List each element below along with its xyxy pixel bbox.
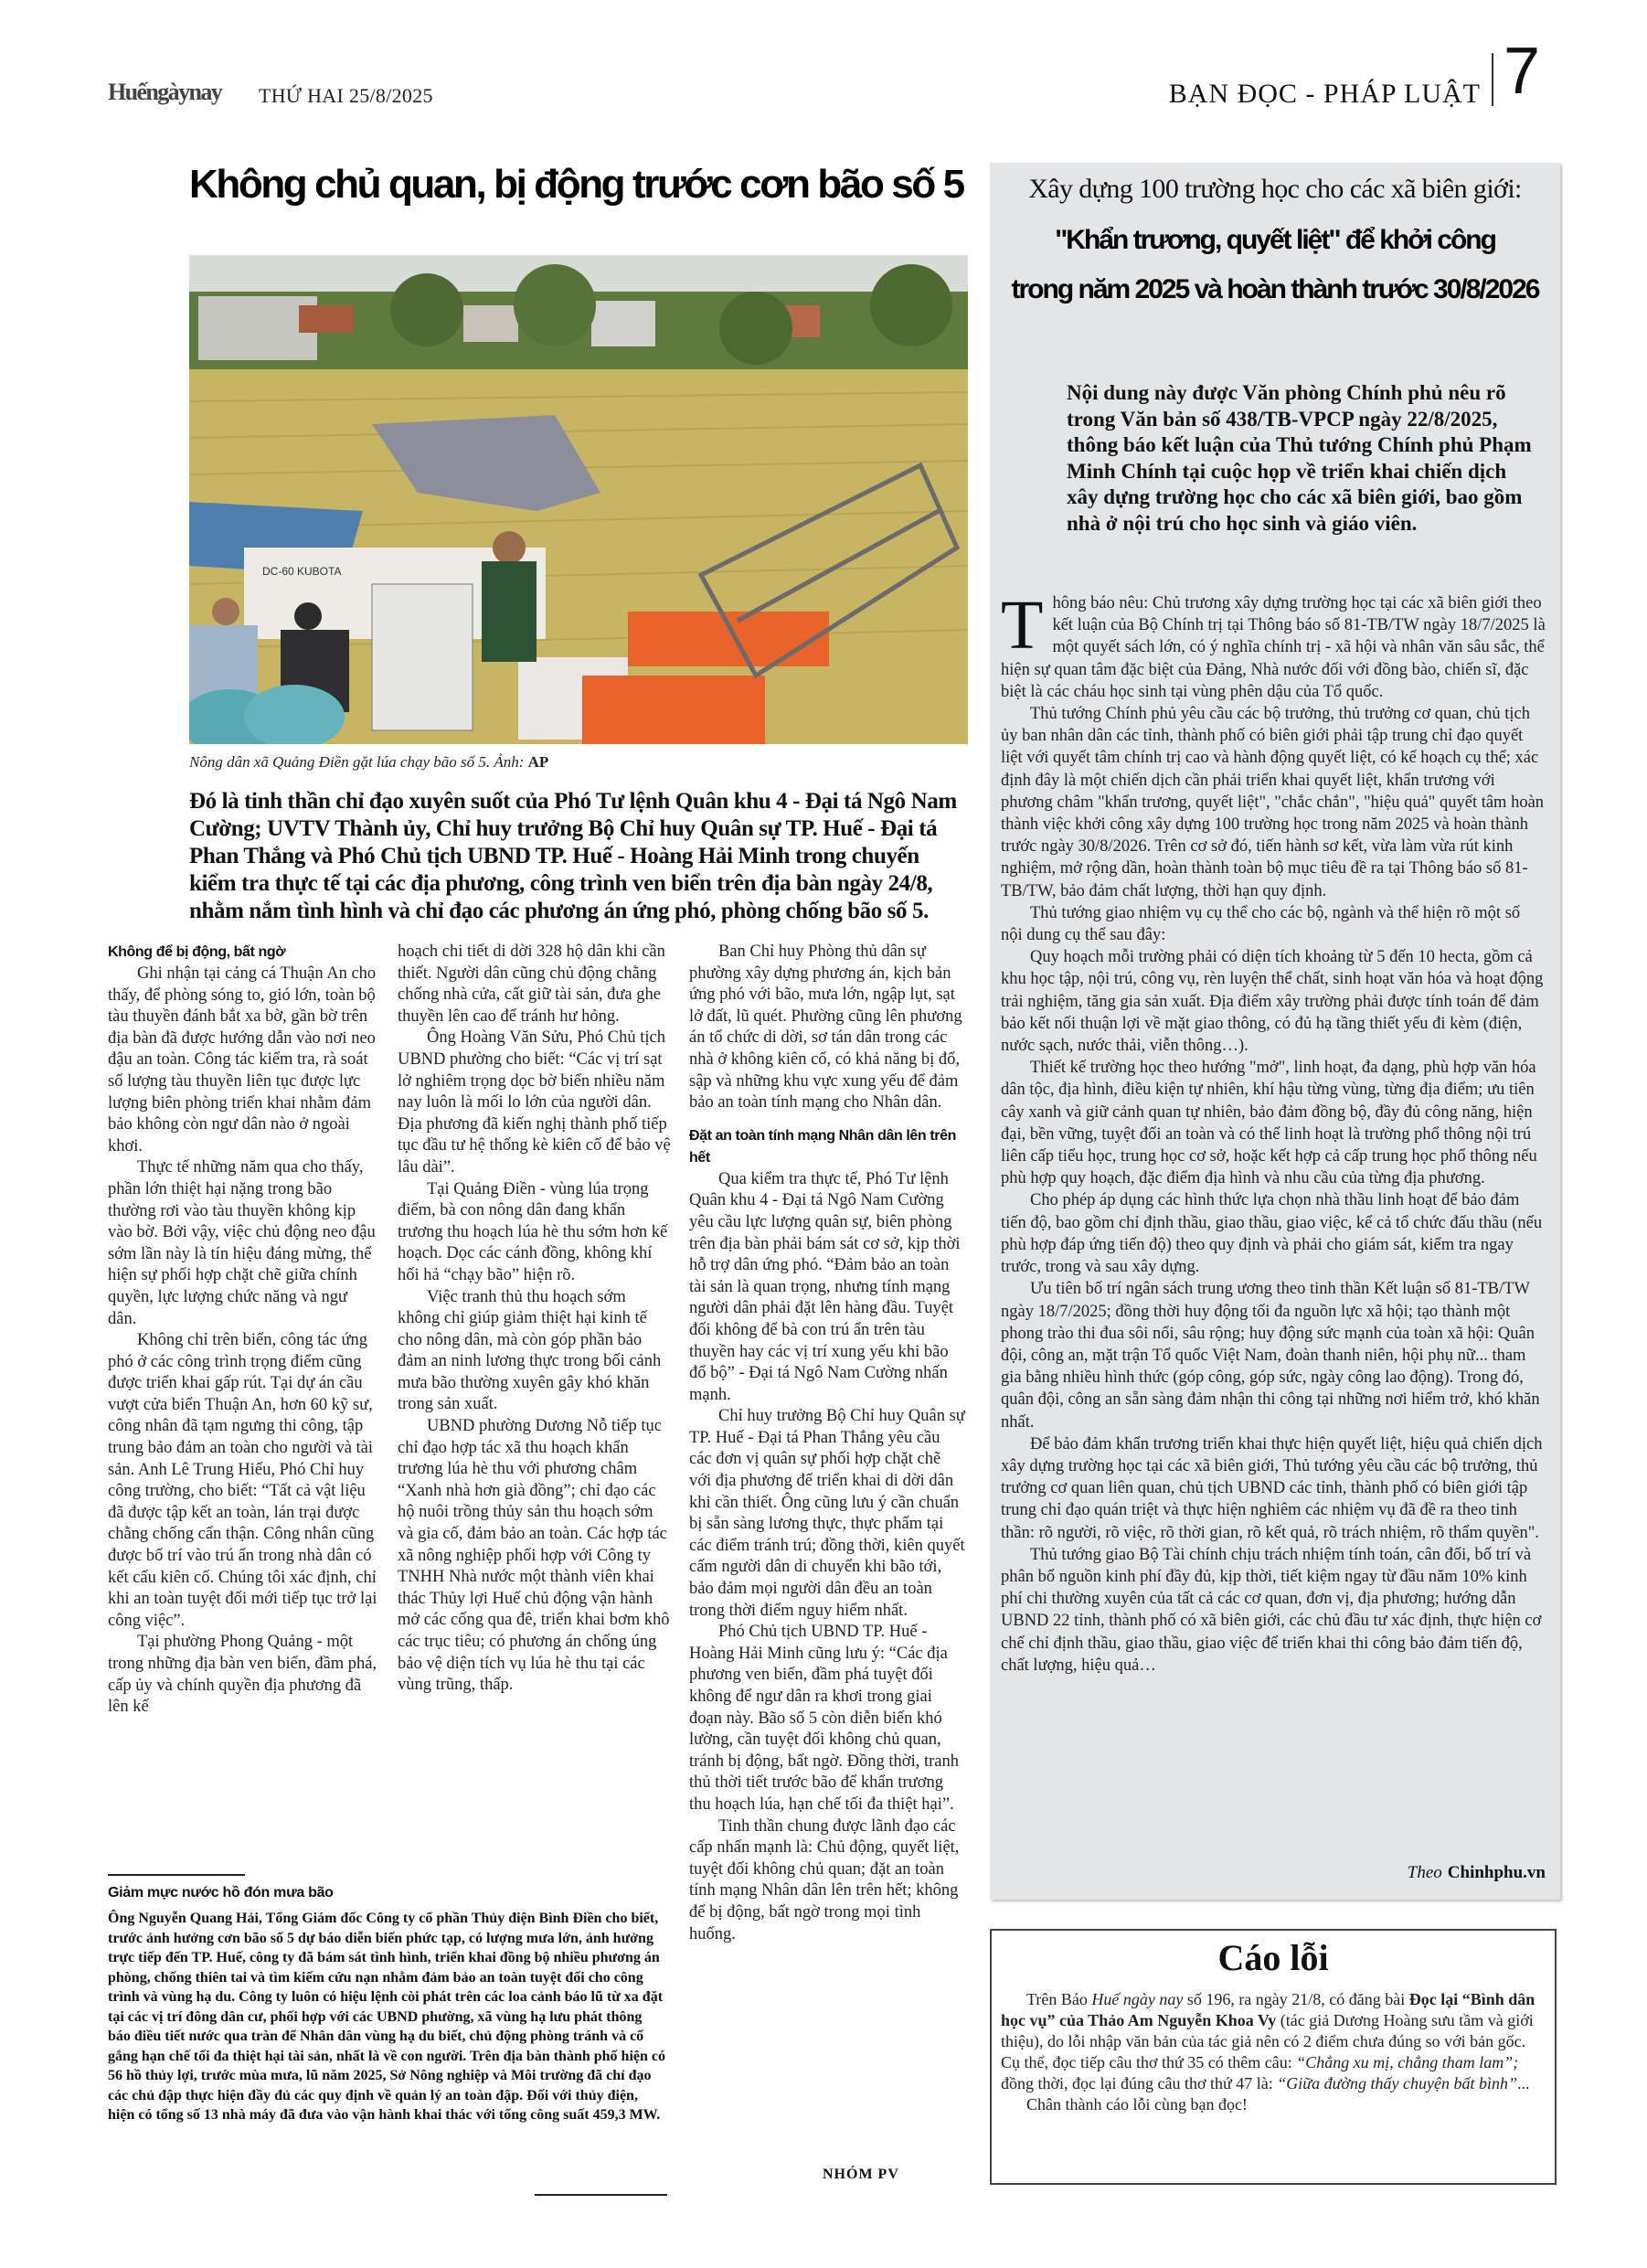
harvester-label: DC-60 KUBOTA — [262, 565, 342, 578]
sidebox-bottom-rule — [535, 2194, 667, 2196]
paragraph: Tinh thần chung được lãnh đạo các cấp nhấn mạnh là: Chủ động, quyết liệt, tuyệt đối không chủ quan; đặt an toàn tính mạng Nhân dân lên trên hết; không để bị động, bất ngờ trong mọi tình huống. — [689, 1816, 960, 1943]
paragraph: Tại Quảng Điền - vùng lúa trọng điểm, bà con nông dân đang khẩn trương thu hoạch lúa hè thu sớm hơn kế hoạch. Dọc các cánh đồng, không khí hối hả “chạy bão” hiện rõ. — [398, 1179, 668, 1284]
paragraph: Cho phép áp dụng các hình thức lựa chọn nhà thầu linh hoạt để bảo đảm tiến độ, bao gồm chỉ định thầu, giao thầu, giao việc, kể cả tổ chức đấu thầu (nếu phù hợp đáp ứng tiến độ) theo quy định và phải cho giám sát, kiểm tra ngay trước, trong và sau xây dựng. — [1001, 1191, 1543, 1277]
correction-body — [1001, 1989, 1546, 2115]
photo-credit: AP — [527, 753, 549, 771]
sidebox-title: Giảm mực nước hồ đón mưa bão — [108, 1885, 334, 1901]
section-title: BẠN ĐỌC - PHÁP LUẬT — [1168, 79, 1481, 109]
paragraph: Thủ tướng giao Bộ Tài chính chịu trách nhiệm tính toán, cân đối, bố trí và phân bổ nguồn kinh phí đầy đủ, kịp thời, tiết kiệm ngay từ đầu năm 10% kinh phí chi thường xuyên của tất cả các cơ quan, đơn vị, địa phương; hướng dẫn UBND 22 tỉnh, thành phố có xã biên giới, các chủ đầu tư xác định, thực hiện cơ chế chỉ định thầu, giao thầu, giao việc để triển khai thi công bảo đảm tiến độ, chất lượng, hiệu quả… — [1001, 1545, 1542, 1675]
page-number: 7 — [1504, 35, 1541, 108]
paragraph: Thủ tướng giao nhiệm vụ cụ thể cho các bộ, ngành và thể hiện rõ một số nội dung cụ thể sau đây: — [1001, 903, 1521, 945]
first-paragraph: Thông báo nêu: Chủ trương xây dựng trường học tại các xã biên giới theo kết luận của Bộ Chính trị tại Thông báo số 81-TB/TW ngày 18/7/2025 là một quyết sách lớn, có ý nghĩa chính trị - xã hội và nhân văn sâu sắc, thể hiện sự quan tâm đặc biệt của Đảng, Nhà nước đối với đồng bào, chiến sĩ, đặc biệt là các cháu học sinh tại vùng phên dậu của Tổ quốc. — [1001, 587, 1546, 701]
subheading: Đặt an toàn tính mạng Nhân dân lên trên hết — [689, 1127, 956, 1166]
paragraph: Chân thành cáo lỗi cùng bạn đọc! — [1026, 2095, 1248, 2114]
issue-date: THỨ HAI 25/8/2025 — [259, 84, 433, 107]
article2-source: Theo Chinhphu.vn — [1407, 1863, 1546, 1882]
article1-photo — [189, 255, 968, 744]
subheading: Không để bị động, bất ngờ — [108, 944, 286, 960]
paragraph: Trên Báo Huế ngày nay số 196, ra ngày 21/8, có đăng bài Đọc lại “Bình dân học vụ” của Thảo Am Nguyễn Khoa Vy (tác giả Dương Hoàng sưu tầm và giới thiệu), do lỗi nhập văn bản của tác giả nên có 2 điểm chưa đúng so với bản gốc. Cụ thể, đọc tiếp câu thơ thứ 35 có thêm câu: “Chẳng xu mị, chẳng tham lam”; đồng thời, đọc lại đúng câu thơ thứ 47 là: “Giữa đường thấy chuyện bất bình”... — [1001, 1990, 1535, 2092]
paragraph: hoạch chi tiết di dời 328 hộ dân khi cần thiết. Người dân cũng chủ động chằng chống nhà cửa, cất giữ tài sản, đưa ghe thuyền lên cao để tránh hư hỏng. — [398, 942, 665, 1026]
sidebox-top-rule — [108, 1874, 245, 1876]
paragraph: Không chỉ trên biển, công tác ứng phó ở các công trình trọng điểm cũng được triển khai gấp rút. Tại dự án cầu vượt cửa biển Thuận An, hơn 60 kỹ sư, công nhân đã tạm ngưng thi công, tập trung bảo đảm an toàn cho người và tài sản. Anh Lê Trung Hiếu, Phó Chỉ huy công trường, cho biết: “Tất cả vật liệu đã được tập kết an toàn, lán trại được chằng chống cẩn thận. Công nhân cũng được bố trí vào trú ẩn trong nhà dân có kết cấu kiên cố. Chúng tôi xác định, chỉ khi an toàn tuyệt đối mới tiếp tục trở lại công việc”. — [108, 1331, 377, 1630]
paragraph: Chỉ huy trưởng Bộ Chỉ huy Quân sự TP. Huế - Đại tá Phan Thắng yêu cầu các đơn vị quân sự phối hợp chặt chẽ với địa phương để triển khai di dời dân khi cần thiết. Ông cũng lưu ý cần chuẩn bị sẵn sàng lương thực, thực phẩm tại các điểm tránh trú; đồng thời, kiên quyết cấm người dân di chuyển khi bão tới, bảo đảm mọi người dân đều an toàn trong thời điểm nguy hiểm nhất. — [689, 1407, 965, 1620]
paragraph: Thực tế những năm qua cho thấy, phần lớn thiệt hại nặng trong bão thường rơi vào tàu thuyền không kịp vào bờ. Bởi vậy, việc chủ động neo đậu sớm lần này là tín hiệu đáng mừng, thể hiện sự phối hợp chặt chẽ giữa chính quyền, lực lượng chức năng và ngư dân. — [108, 1158, 376, 1328]
article2-kicker: Xây dựng 100 trường học cho các xã biên giới: — [1028, 174, 1522, 204]
paragraph: Ưu tiên bố trí ngân sách trung ương theo tinh thần Kết luận số 81-TB/TW ngày 18/7/2025; đồng thời huy động tối đa nguồn lực xã hội; tạo thành một phong trào thi đua sôi nổi, sâu rộng; huy động sức mạnh của toàn xã hội: Quân đội, công an, mặt trận Tổ quốc Việt Nam, đoàn thanh niên, hội phụ nữ... tham gia bằng nhiều hình thức (góp công, góp sức, ngày công lao động). Trong đó, quân đội, công an sẵn sàng đảm nhận thi công tại những nơi hiểm trở, khó khăn nhất. — [1001, 1280, 1540, 1432]
newspaper-logo: Huếngàynay — [108, 79, 222, 105]
paragraph: Thiết kế trường học theo hướng "mở", linh hoạt, đa dạng, phù hợp văn hóa dân tộc, địa hình, điều kiện tự nhiên, khí hậu từng vùng, từng địa điểm; ưu tiên cây xanh và giữ cảnh quan tự nhiên, bảo đảm đồng bộ, đầy đủ công năng, hiện đại, bền vững, tuyệt đối an toàn và có thể linh hoạt là trường phổ thông nội trú liên cấp tiểu học, trung học cơ sở, hoặc kết hợp cả cấp trung học phổ thông nếu phù hợp quy hoạch, đặc điểm địa hình và nhu cầu của từng địa phương. — [1001, 1059, 1537, 1188]
article1-column-1 — [108, 942, 378, 1719]
sidebox-body: Ông Nguyễn Quang Hải, Tổng Giám đốc Công ty cổ phần Thủy điện Bình Điền cho biết, trước ảnh hưởng cơn bão số 5 dự báo diễn biến phức tạp, có lượng mưa lớn, ảnh hưởng trực tiếp đến TP. Huế, công ty đã bám sát tình hình, triển khai đồng bộ nhiều phương án phòng, chống thiên tai và tìm kiếm cứu nạn nhằm đảm bảo an toàn tuyệt đối cho công trình và vùng hạ du. Công ty luôn có hiệu lệnh còi phát trên các loa cảnh báo lũ từ xa đặt tại các vị trí đông dân cư, phối hợp với các UBND phường, xã vùng hạ lưu phát thông báo điều tiết nước qua tràn để Nhân dân vùng hạ du biết, chủ động phòng tránh và cố gắng hạn chế tối đa thiệt hại tài sản, nhất là về con người. Trên địa bàn thành phố hiện có 56 hồ thủy lợi, trước mùa mưa, lũ năm 2025, Sở Nông nghiệp và Môi trường đã chỉ đạo các chủ đập thực hiện đầy đủ các quy định về quản lý an toàn đập. Đối với thủy điện, hiện có tổng số 13 nhà máy đã đưa vào vận hành khai thác với tổng công suất 459,3 MW. — [108, 1911, 665, 2123]
headline-line: trong năm 2025 và hoàn thành trước 30/8/2026 — [1011, 274, 1539, 304]
article1-lead: Đó là tinh thần chỉ đạo xuyên suốt của Phó Tư lệnh Quân khu 4 - Đại tá Ngô Nam Cường; UVTV Thành ủy, Chỉ huy trưởng Bộ Chỉ huy Quân sự TP. Huế - Đại tá Phan Thắng và Phó Chủ tịch UBND TP. Huế - Hoàng Hải Minh trong chuyến kiểm tra thực tế tại các địa phương, công trình ven biển trên địa bàn ngày 24/8, nhằm nắm tình hình và chỉ đạo các phương án ứng phó, phòng chống bão số 5. — [189, 789, 957, 923]
paragraph: Qua kiểm tra thực tế, Phó Tư lệnh Quân khu 4 - Đại tá Ngô Nam Cường yêu cầu lực lượng quân sự, biên phòng trên địa bàn phải bám sát cơ sở, kịp thời hỗ trợ dân ứng phó. “Đảm bảo an toàn tài sản là quan trọng, nhưng tính mạng người dân phải đặt lên hàng đầu. Tuyệt đối không để bà con trú ẩn trên tàu thuyền hay các vị trí xung yếu khi bão đổ bộ” - Đại tá Ngô Nam Cường nhấn mạnh. — [689, 1169, 961, 1404]
article2-body — [1001, 587, 1546, 1677]
article1-headline: Không chủ quan, bị động trước cơn bão số 5 — [189, 162, 963, 207]
headline-line: "Khẩn trương, quyết liệt" để khởi công — [1055, 225, 1495, 255]
paragraph: Việc tranh thủ thu hoạch sớm không chỉ giúp giảm thiệt hại kinh tế cho nông dân, mà còn góp phần bảo đảm an ninh lương thực trong bối cảnh mưa bão thường xuyên gây khó khăn trong sản xuất. — [398, 1287, 662, 1414]
paragraph: Ban Chỉ huy Phòng thủ dân sự phường xây dựng phương án, kịch bản ứng phó với bão, mưa lớn, ngập lụt, sạt lở đất, lũ quét. Phường cũng lên phương án tổ chức di dời, sơ tán dân trong các nhà ở không kiên cố, có khả năng bị đổ, sập và những khu vực xung yếu để đảm bảo an toàn tính mạng cho Nhân dân. — [689, 942, 962, 1113]
article1-column-2 — [398, 942, 672, 1697]
paragraph: Phó Chủ tịch UBND TP. Huế - Hoàng Hải Minh cũng lưu ý: “Các địa phương ven biển, đầm phá tuyệt đối không để ngư dân ra khơi trong giai đoạn này. Bão số 5 còn diễn biến khó lường, cần tuyệt đối không chủ quan, tránh bị động, bất ngờ. Đồng thời, tranh thủ thời tiết trước bão để khẩn trương thu hoạch lúa, hạn chế tối đa thiệt hại”. — [689, 1623, 959, 1814]
header-divider — [1492, 53, 1493, 106]
correction-title: Cáo lỗi — [1217, 1937, 1329, 1978]
article2-lead: Nội dung này được Văn phòng Chính phủ nêu rõ trong Văn bản số 438/TB-VPCP ngày 22/8/2025, thông báo kết luận của Thủ tướng Chính phủ Phạm Minh Chính tại cuộc họp về triển khai chiến dịch xây dựng trường học cho các xã biên giới, bao gồm nhà ở nội trú cho học sinh và giáo viên. — [1067, 381, 1532, 535]
paragraph: Thủ tướng Chính phủ yêu cầu các bộ trưởng, thủ trưởng cơ quan, chủ tịch ủy ban nhân dân các tỉnh, thành phố có biên giới phải tập trung chỉ đạo quyết liệt với quyết tâm chính trị cao và hành động quyết liệt, có kế hoạch cụ thể; xác định đây là một chiến dịch cần phải triển khai quyết liệt, khẩn trương với phương châm "khẩn trương, quyết liệt", "chắc chắn", "hiệu quả" quyết tâm hoàn thành việc khởi công xây dựng 100 trường học trong năm 2025 và hoàn thành trước ngày 30/8/2026. Trên cơ sở đó, tiến hành sơ kết, vừa làm vừa rút kinh nghiệm, mở rộng dần, hoàn thành toàn bộ mục tiêu đề ra tại Thông báo số 81-TB/TW, bảo đảm chất lượng, thời hạn quy định. — [1001, 705, 1545, 900]
paragraph: Để bảo đảm khẩn trương triển khai thực hiện quyết liệt, hiệu quả chiến dịch xây dựng trường học tại các xã biên giới, Thủ tướng yêu cầu các bộ trưởng, thủ trưởng cơ quan liên quan, chủ tịch UBND các tỉnh, thành phố có biên giới tập trung chỉ đạo quán triệt và thực hiện nghiêm các nhiệm vụ đã đề ra theo tinh thần: rõ người, rõ việc, rõ thời gian, rõ kết quả, rõ trách nhiệm, rõ thẩm quyền". — [1001, 1434, 1543, 1542]
drop-cap: T — [1001, 587, 1044, 664]
photo-caption: Nông dân xã Quảng Điền gặt lúa chạy bão số 5. Ảnh: AP — [189, 753, 549, 771]
paragraph: Ghi nhận tại cảng cá Thuận An cho thấy, để phòng sóng to, gió lớn, toàn bộ tàu thuyền đánh bắt xa bờ, gần bờ trên địa bàn đã được hướng dẫn vào nơi neo đậu an toàn. Công tác kiểm tra, rà soát số lượng tàu thuyền liên tục được lực lượng biên phòng triển khai nhằm đảm bảo không còn ngư dân nào ở ngoài khơi. — [108, 964, 377, 1155]
article2-headline — [1005, 216, 1545, 314]
article1-column-3 — [689, 942, 965, 1945]
harvester-photo-illustration — [189, 255, 968, 744]
paragraph: Quy hoạch mỗi trường phải có diện tích khoảng từ 5 đến 10 hecta, gồm cả khu học tập, nội trú, công vụ, rèn luyện thể chất, sinh hoạt văn hóa và hoạt động trải nghiệm, tăng gia sản xuất. Địa điểm xây trường phải được tính toán để đảm bảo kết nối thuận lợi về mặt giao thông, có đủ hạ tầng thiết yếu đi kèm (điện, nước sạch, nước thải, viễn thông…). — [1001, 948, 1544, 1056]
article1-byline: NHÓM PV — [823, 2167, 899, 2182]
paragraph: UBND phường Dương Nỗ tiếp tục chỉ đạo hợp tác xã thu hoạch khẩn trương lúa hè thu với phương châm “Xanh nhà hơn già đồng”; chỉ đạo các hộ nuôi trồng thủy sản thu hoạch sớm và gia cố, đảm bảo an toàn. Các hợp tác xã nông nghiệp phối hợp với Công ty TNHH Nhà nước một thành viên khai thác Thủy lợi Huế chủ động vận hành mở các cống qua đê, triển khai bơm khô các trục tiêu; có phương án chống úng bảo vệ diện tích vụ lúa hè thu tại các vùng trũng, thấp. — [398, 1417, 670, 1695]
paragraph: Ông Hoàng Văn Sửu, Phó Chủ tịch UBND phường cho biết: “Các vị trí sạt lở nghiêm trọng dọc bờ biển nhiều năm nay luôn là mối lo lớn của người dân. Địa phương đã kiến nghị thành phố tiếp tục đầu tư hệ thống kè kiên cố để bảo vệ lâu dài”. — [398, 1028, 671, 1177]
paragraph: Tại phường Phong Quảng - một trong những địa bàn ven biển, đầm phá, cấp ủy và chính quyền địa phương đã lên kế — [108, 1633, 377, 1717]
